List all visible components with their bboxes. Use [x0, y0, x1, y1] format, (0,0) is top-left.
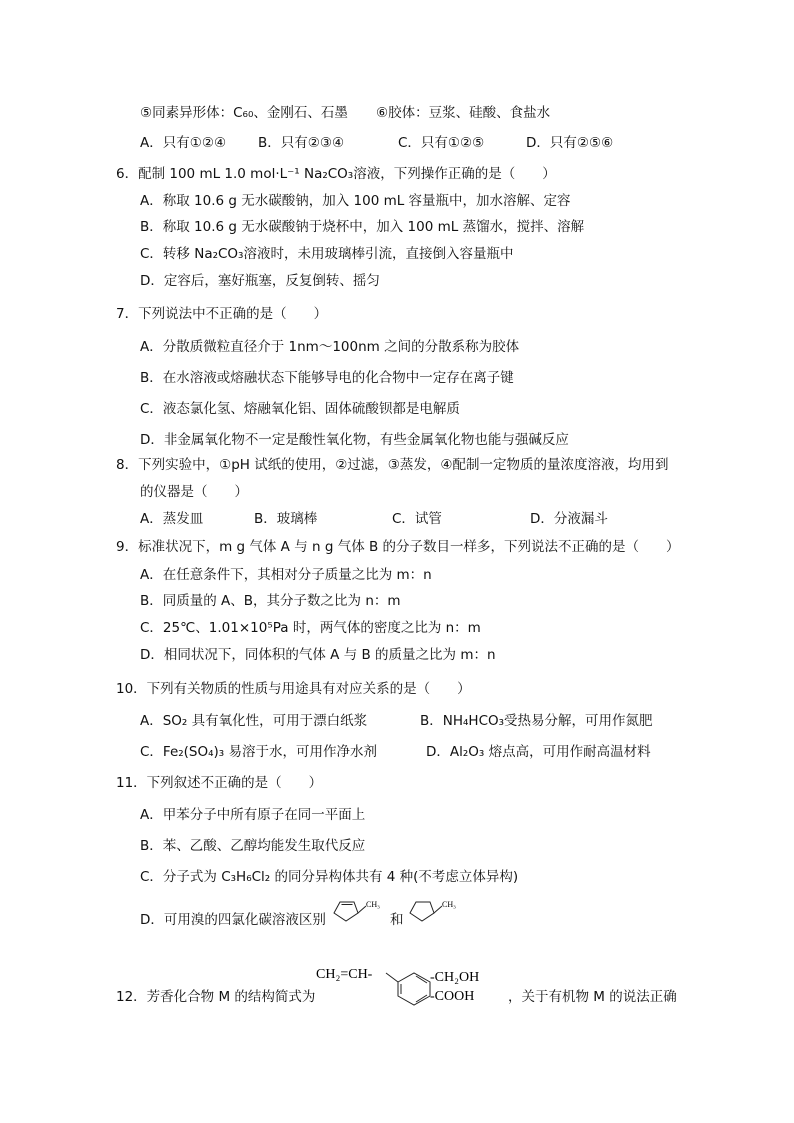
cooh-group-label: -COOH [430, 989, 475, 1004]
q11-option-a[interactable]: A．甲苯分子中所有原子在同一平面上 [140, 807, 366, 823]
q5-item-6: ⑥胶体：豆浆、硅酸、食盐水 [376, 105, 551, 121]
q6-stem: 6．配制 100 mL 1.0 mol·L⁻¹ Na₂CO₃溶液，下列操作正确的是（ ） [116, 166, 556, 182]
compound-m-structure [312, 962, 512, 1010]
methylcyclopentene-structure [330, 894, 388, 928]
q9-option-c[interactable]: C．25℃、1.01×10⁵Pa 时，两气体的密度之比为 n：m [140, 620, 481, 636]
q8-stem-line1: 8．下列实验中，①pH 试纸的使用，②过滤，③蒸发，④配制一定物质的量浓度溶液，均用到 [116, 457, 669, 473]
q8-stem-line2: 的仪器是（ ） [140, 484, 248, 500]
q11-option-d-text[interactable]: D．可用溴的四氯化碳溶液区别 [140, 912, 326, 928]
q7-option-c[interactable]: C．液态氯化氢、熔融氧化铝、固体硫酸钡都是电解质 [140, 401, 460, 417]
q7-option-a[interactable]: A．分散质微粒直径介于 1nm～100nm 之间的分散系称为胶体 [140, 339, 520, 355]
q12-stem-start: 12．芳香化合物 M 的结构简式为 [116, 989, 316, 1005]
q5-option-d[interactable]: D．只有②⑤⑥ [526, 135, 614, 151]
q9-stem: 9．标准状况下，m g 气体 A 与 n g 气体 B 的分子数目一样多，下列说法不正确的是（ ） [116, 539, 680, 555]
q10-option-b[interactable]: B．NH₄HCO₃受热易分解，可用作氮肥 [420, 713, 653, 729]
q10-option-d[interactable]: D．Al₂O₃ 熔点高，可用作耐高温材料 [426, 744, 651, 760]
q6-option-d[interactable]: D．定容后，塞好瓶塞，反复倒转、摇匀 [140, 273, 380, 289]
q9-option-a[interactable]: A．在任意条件下，其相对分子质量之比为 m：n [140, 567, 432, 583]
q10-stem: 10．下列有关物质的性质与用途具有对应关系的是（ ） [116, 681, 471, 697]
q6-option-c[interactable]: C．转移 Na₂CO₃溶液时，未用玻璃棒引流，直接倒入容量瓶中 [140, 246, 514, 262]
q6-option-b[interactable]: B．称取 10.6 g 无水碳酸钠于烧杯中，加入 100 mL 蒸馏水，搅拌、溶解 [140, 219, 585, 235]
q7-stem: 7．下列说法中不正确的是（ ） [116, 306, 328, 322]
q11-option-d-and: 和 [390, 912, 404, 928]
q8-option-a[interactable]: A．蒸发皿 [140, 511, 204, 527]
q5-option-a[interactable]: A．只有①②④ [140, 135, 227, 151]
q8-option-c[interactable]: C．试管 [392, 511, 442, 527]
q12-stem-end: ，关于有机物 M 的说法正确 [508, 989, 677, 1005]
ch3-label: CH₃ [442, 900, 456, 909]
q5-item-5: ⑤同素异形体：C₆₀、金刚石、石墨 [140, 105, 348, 121]
q5-option-c[interactable]: C．只有①②⑤ [398, 135, 485, 151]
ch3-label: CH₃ [366, 900, 380, 909]
q5-option-b[interactable]: B．只有②③④ [258, 135, 345, 151]
q9-option-d[interactable]: D．相同状况下，同体积的气体 A 与 B 的质量之比为 m：n [140, 647, 496, 663]
vinyl-group-label: CH₂=CH- [316, 967, 373, 982]
q8-option-b[interactable]: B．玻璃棒 [254, 511, 318, 527]
methylcyclopentane-structure [406, 894, 466, 928]
ch2oh-group-label: -CH₂OH [430, 970, 480, 985]
q10-option-a[interactable]: A．SO₂ 具有氧化性，可用于漂白纸浆 [140, 713, 368, 729]
q7-option-d[interactable]: D．非金属氧化物不一定是酸性氧化物，有些金属氧化物也能与强碱反应 [140, 432, 569, 448]
q9-option-b[interactable]: B．同质量的 A、B，其分子数之比为 n：m [140, 593, 401, 609]
q7-option-b[interactable]: B．在水溶液或熔融状态下能够导电的化合物中一定存在离子键 [140, 370, 514, 386]
q8-option-d[interactable]: D．分液漏斗 [530, 511, 608, 527]
q11-option-b[interactable]: B．苯、乙酸、乙醇均能发生取代反应 [140, 838, 366, 854]
q10-option-c[interactable]: C．Fe₂(SO₄)₃ 易溶于水，可用作净水剂 [140, 744, 378, 760]
q11-stem: 11．下列叙述不正确的是（ ） [116, 775, 323, 791]
q11-option-c[interactable]: C．分子式为 C₃H₆Cl₂ 的同分异构体共有 4 种(不考虑立体异构) [140, 869, 519, 885]
q6-option-a[interactable]: A．称取 10.6 g 无水碳酸钠，加入 100 mL 容量瓶中，加水溶解、定容 [140, 193, 571, 209]
